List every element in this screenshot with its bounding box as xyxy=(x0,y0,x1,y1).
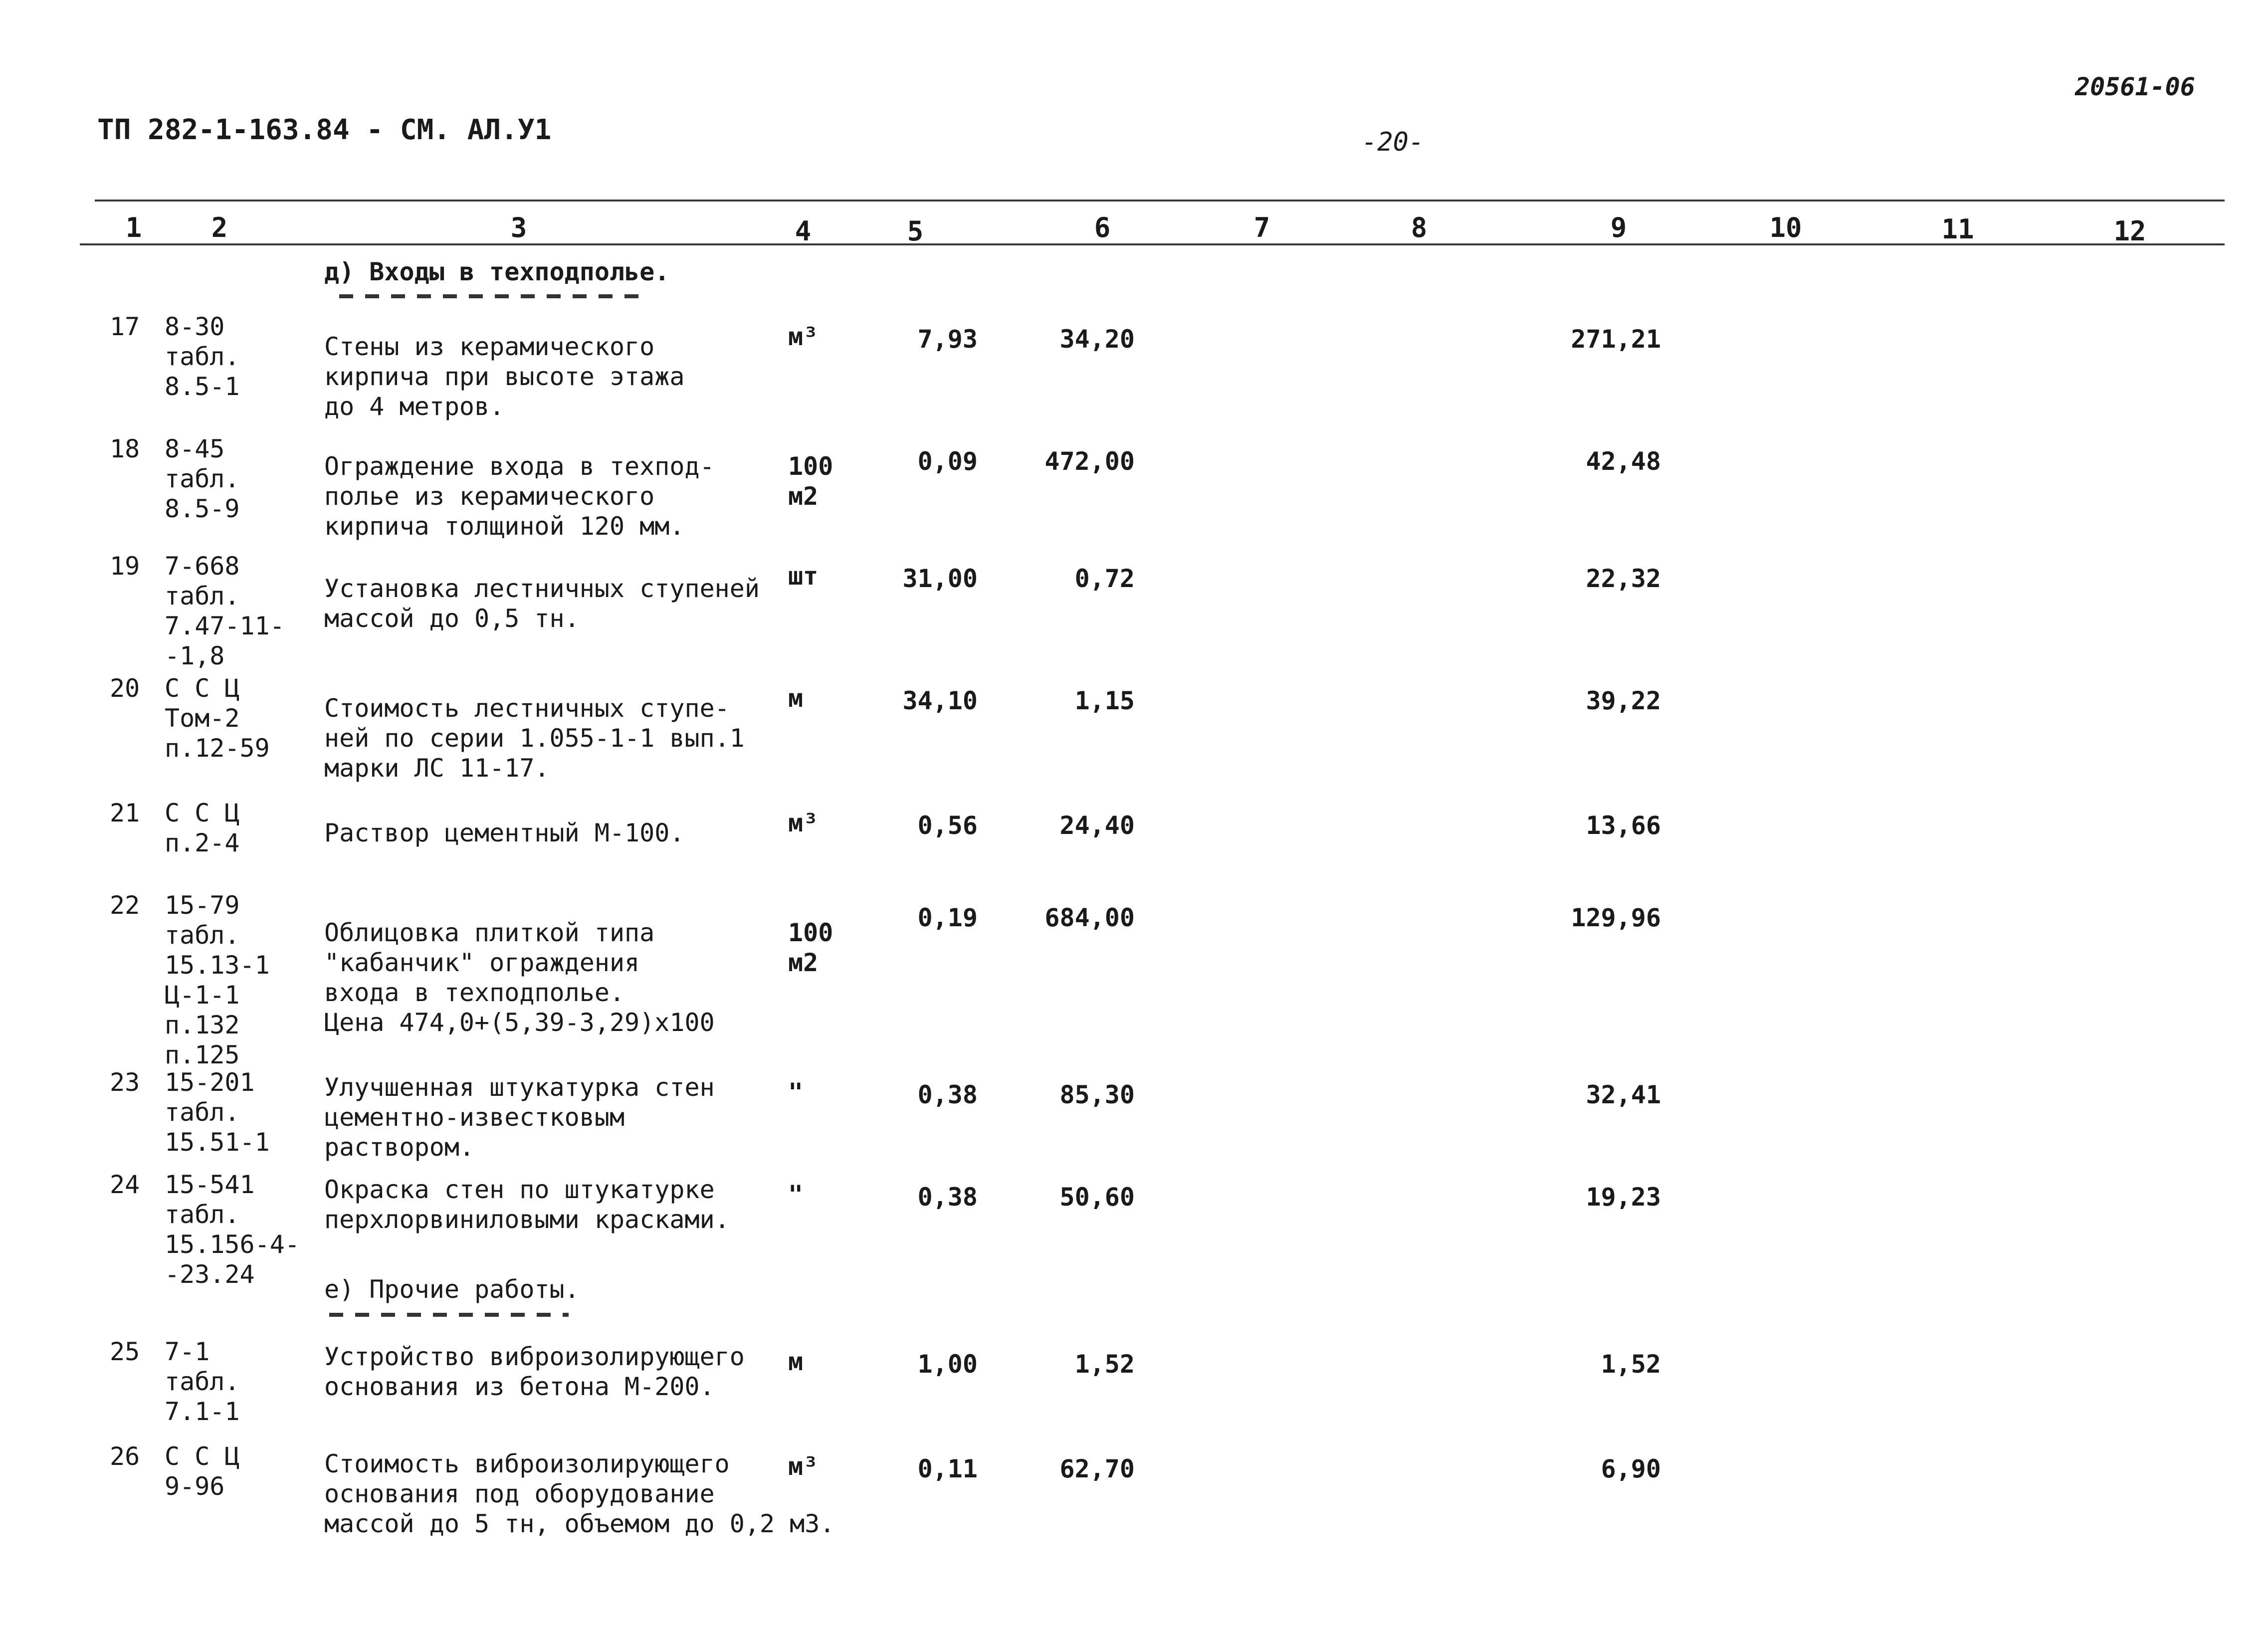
row-reference: С С Ц Том-2 п.12-59 xyxy=(165,674,270,763)
row-total: 39,22 xyxy=(1586,686,1661,715)
row-description: Улучшенная штукатурка стен цементно-известковым раствором. xyxy=(324,1073,715,1162)
column-header: 1 xyxy=(125,212,142,243)
row-reference: 8-30 табл. 8.5-1 xyxy=(165,312,240,401)
row-total: 1,52 xyxy=(1601,1350,1661,1379)
row-unit: 100 м2 xyxy=(788,452,833,511)
row-number: 23 xyxy=(110,1068,140,1097)
row-quantity: 34,10 xyxy=(902,686,978,715)
row-reference: С С Ц 9-96 xyxy=(165,1442,240,1501)
row-unit-price: 0,72 xyxy=(1074,564,1135,593)
column-header: 7 xyxy=(1253,212,1270,243)
row-description: Облицовка плиткой типа "кабанчик" ограждения входа в техподполье. Цена 474,0+(5,39-3,29)х100 xyxy=(324,918,715,1037)
row-reference: 7-668 табл. 7.47-11- -1,8 xyxy=(165,552,285,670)
row-quantity: 7,93 xyxy=(917,325,978,354)
column-header: 11 xyxy=(1941,213,1974,245)
table-top-rule xyxy=(95,200,2225,202)
row-number: 22 xyxy=(110,891,140,920)
row-quantity: 0,38 xyxy=(917,1080,978,1109)
row-quantity: 0,19 xyxy=(917,903,978,932)
row-unit: " xyxy=(788,1180,804,1209)
column-header: 3 xyxy=(510,212,527,243)
row-reference: 15-541 табл. 15.156-4- -23.24 xyxy=(165,1170,300,1289)
row-description: Установка лестничных ступеней массой до 0,5 тн. xyxy=(324,574,760,633)
row-total: 42,48 xyxy=(1586,447,1661,476)
row-quantity: 0,11 xyxy=(917,1454,978,1483)
document-code: ТП 282-1-163.84 - СМ. АЛ.У1 xyxy=(97,114,552,146)
archive-stamp: 20561-06 xyxy=(2075,72,2195,101)
row-total: 32,41 xyxy=(1586,1080,1661,1109)
row-total: 6,90 xyxy=(1601,1454,1661,1483)
row-unit-price: 34,20 xyxy=(1059,325,1135,354)
row-unit: шт xyxy=(788,562,819,591)
row-description: Окраска стен по штукатурке перхлорвиниловыми красками. xyxy=(324,1175,730,1234)
row-description: Стоимость лестничных ступе- ней по серии 1.055-1-1 вып.1 марки ЛС 11-17. xyxy=(324,694,745,783)
section-heading: д) Входы в техподполье. xyxy=(324,257,670,286)
row-total: 271,21 xyxy=(1571,325,1661,354)
row-reference: С С Ц п.2-4 xyxy=(165,799,240,857)
row-quantity: 0,38 xyxy=(917,1183,978,1212)
row-quantity: 0,56 xyxy=(917,811,978,840)
row-number: 19 xyxy=(110,552,140,581)
row-unit-price: 1,52 xyxy=(1074,1350,1135,1379)
row-number: 20 xyxy=(110,674,140,703)
row-unit-price: 62,70 xyxy=(1059,1454,1135,1483)
column-header: 5 xyxy=(907,215,924,247)
row-number: 26 xyxy=(110,1442,140,1471)
section-heading: е) Прочие работы. xyxy=(324,1275,580,1304)
column-header: 9 xyxy=(1610,212,1627,243)
row-reference: 15-201 табл. 15.51-1 xyxy=(165,1068,270,1157)
row-description: Ограждение входа в техпод- полье из керамического кирпича толщиной 120 мм. xyxy=(324,452,715,541)
row-unit: м xyxy=(788,1347,804,1376)
row-number: 17 xyxy=(110,312,140,341)
row-quantity: 31,00 xyxy=(902,564,978,593)
row-unit: 100 м2 xyxy=(788,918,833,977)
row-total: 129,96 xyxy=(1571,903,1661,932)
row-unit-price: 1,15 xyxy=(1074,686,1135,715)
row-number: 18 xyxy=(110,434,140,463)
row-description: Раствор цементный М-100. xyxy=(324,819,685,847)
row-total: 19,23 xyxy=(1586,1183,1661,1212)
row-quantity: 1,00 xyxy=(917,1350,978,1379)
row-unit: м³ xyxy=(788,1452,819,1481)
row-unit: м xyxy=(788,684,804,713)
table-header-rule xyxy=(80,243,2225,245)
row-reference: 8-45 табл. 8.5-9 xyxy=(165,434,240,523)
page-number: -20- xyxy=(1362,127,1425,157)
row-number: 21 xyxy=(110,799,140,827)
section-underline xyxy=(339,294,638,298)
column-header: 8 xyxy=(1411,212,1428,243)
row-unit: " xyxy=(788,1078,804,1107)
row-unit-price: 472,00 xyxy=(1044,447,1135,476)
row-number: 25 xyxy=(110,1337,140,1366)
row-unit-price: 24,40 xyxy=(1059,811,1135,840)
column-header: 12 xyxy=(2113,215,2146,247)
row-unit: м³ xyxy=(788,322,819,351)
column-header: 4 xyxy=(795,215,812,247)
row-quantity: 0,09 xyxy=(917,447,978,476)
row-total: 22,32 xyxy=(1586,564,1661,593)
row-total: 13,66 xyxy=(1586,811,1661,840)
row-description: Стены из керамического кирпича при высоте этажа до 4 метров. xyxy=(324,332,685,421)
row-description: Устройство виброизолирующего основания из бетона М-200. xyxy=(324,1342,745,1401)
row-description: Стоимость виброизолирующего основания под оборудование массой до 5 тн, объемом до 0,2 м3. xyxy=(324,1449,835,1538)
row-reference: 7-1 табл. 7.1-1 xyxy=(165,1337,240,1426)
row-unit-price: 684,00 xyxy=(1044,903,1135,932)
row-reference: 15-79 табл. 15.13-1 Ц-1-1 п.132 п.125 xyxy=(165,891,270,1069)
row-unit: м³ xyxy=(788,809,819,837)
row-unit-price: 50,60 xyxy=(1059,1183,1135,1212)
row-number: 24 xyxy=(110,1170,140,1199)
column-header: 10 xyxy=(1769,212,1802,243)
column-header: 6 xyxy=(1094,212,1111,243)
section-underline xyxy=(329,1313,569,1317)
row-unit-price: 85,30 xyxy=(1059,1080,1135,1109)
column-header: 2 xyxy=(211,212,228,243)
